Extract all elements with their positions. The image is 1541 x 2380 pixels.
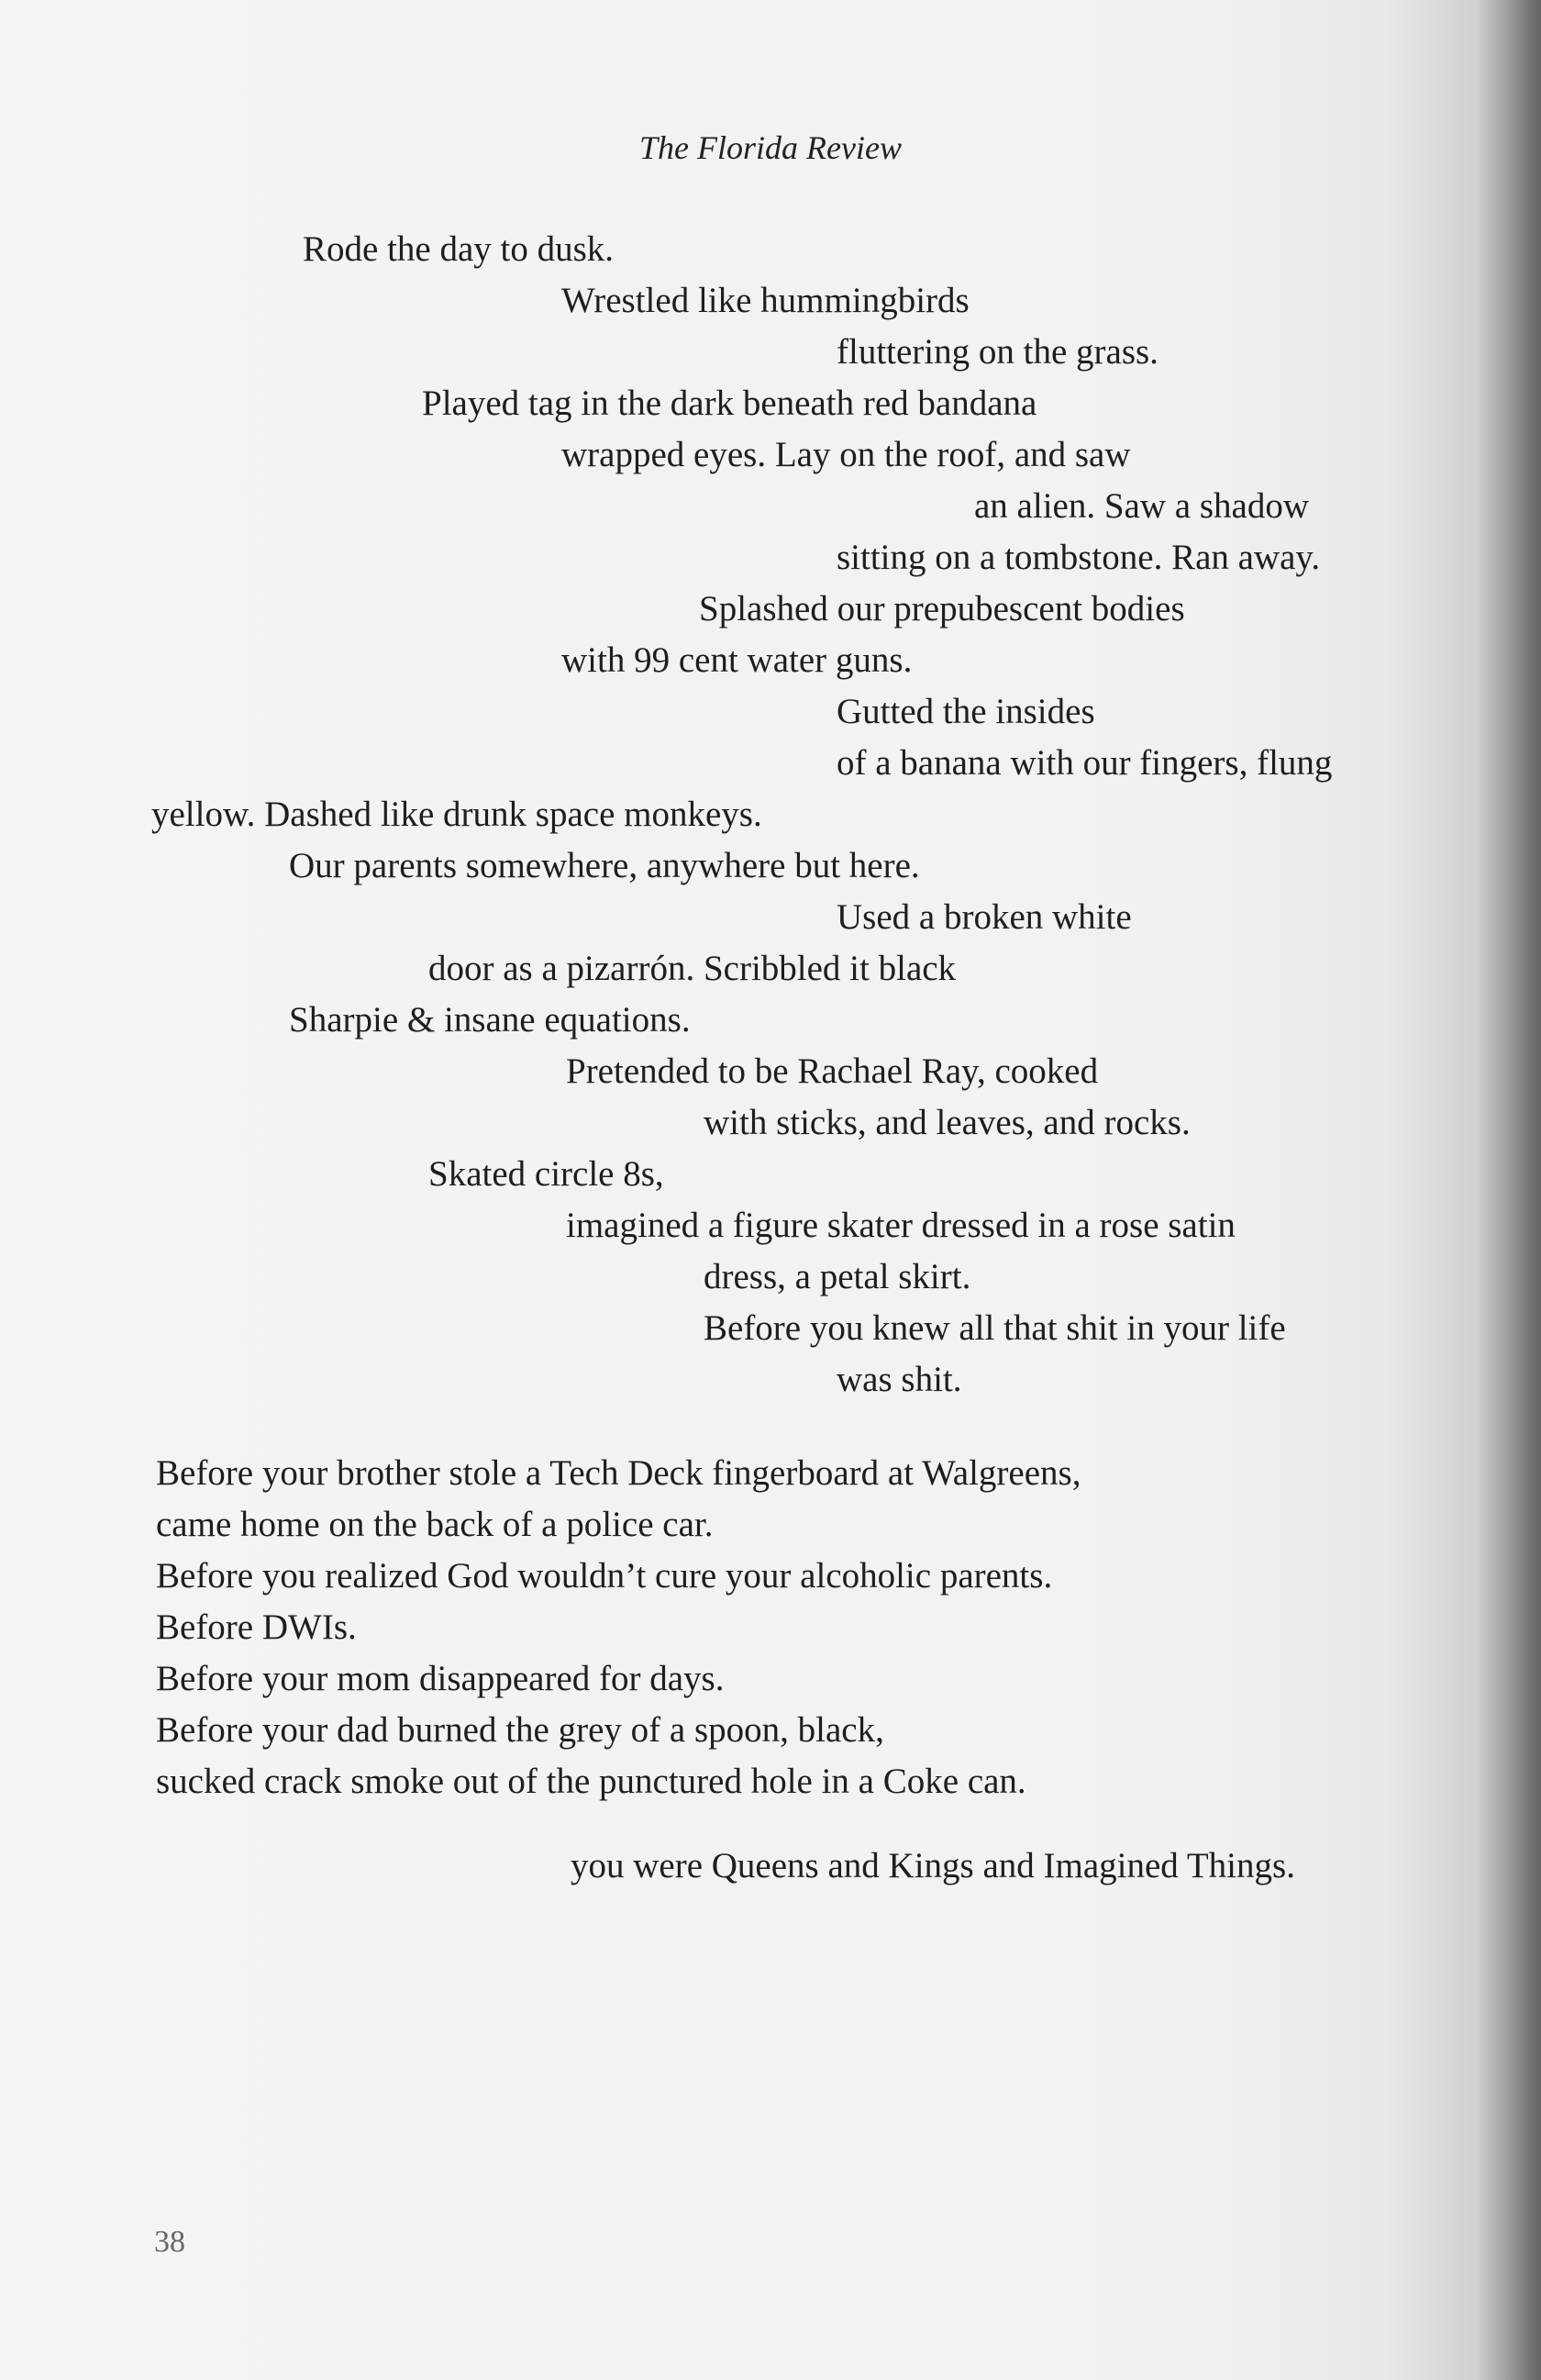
- poem-line: fluttering on the grass.: [837, 332, 1159, 372]
- page-number: 38: [154, 2225, 185, 2259]
- poem-line: Our parents somewhere, anywhere but here.: [289, 846, 920, 885]
- poem-line: Gutted the insides: [837, 692, 1095, 731]
- poem-line: Wrestled like hummingbirds: [561, 281, 970, 320]
- poem-closing-line: you were Queens and Kings and Imagined Things.: [571, 1846, 1295, 1885]
- poem-line: yellow. Dashed like drunk space monkeys.: [151, 795, 762, 834]
- poem-line: Before DWIs.: [156, 1607, 357, 1647]
- poem-line: Before you realized God wouldn’t cure your alcoholic parents.: [156, 1556, 1053, 1596]
- poem-line: was shit.: [837, 1360, 962, 1399]
- poem-line: Splashed our prepubescent bodies: [699, 589, 1185, 628]
- poem-line: of a banana with our fingers, flung: [837, 743, 1333, 783]
- poem-line: Before your mom disappeared for days.: [156, 1659, 725, 1698]
- poem-line: with sticks, and leaves, and rocks.: [704, 1103, 1191, 1142]
- poem-line: Used a broken white: [837, 897, 1132, 937]
- poem-line: Before your brother stole a Tech Deck fingerboard at Walgreens,: [156, 1453, 1081, 1493]
- poem-line: came home on the back of a police car.: [156, 1505, 714, 1544]
- poem-line: Before your dad burned the grey of a spoon, black,: [156, 1710, 884, 1750]
- poem-line: Before you knew all that shit in your life: [704, 1308, 1286, 1348]
- poem-line: sucked crack smoke out of the punctured hole in a Coke can.: [156, 1762, 1026, 1801]
- poem-line: Skated circle 8s,: [428, 1154, 664, 1194]
- running-head: The Florida Review: [639, 129, 902, 166]
- poem-line: Pretended to be Rachael Ray, cooked: [566, 1051, 1099, 1091]
- poem-line: dress, a petal skirt.: [704, 1257, 971, 1296]
- poem-line: wrapped eyes. Lay on the roof, and saw: [561, 435, 1131, 474]
- poem-line: an alien. Saw a shadow: [974, 486, 1309, 526]
- poem-line: Rode the day to dusk.: [303, 229, 615, 269]
- poem-line: imagined a figure skater dressed in a rose satin: [566, 1206, 1236, 1245]
- poem-line: Sharpie & insane equations.: [289, 1000, 691, 1040]
- poem-line: Played tag in the dark beneath red bandana: [422, 384, 1037, 423]
- poem-line: sitting on a tombstone. Ran away.: [837, 538, 1321, 577]
- spine-shadow: [1477, 0, 1541, 2380]
- poem-line: door as a pizarrón. Scribbled it black: [428, 949, 957, 988]
- poem-line: with 99 cent water guns.: [561, 640, 913, 680]
